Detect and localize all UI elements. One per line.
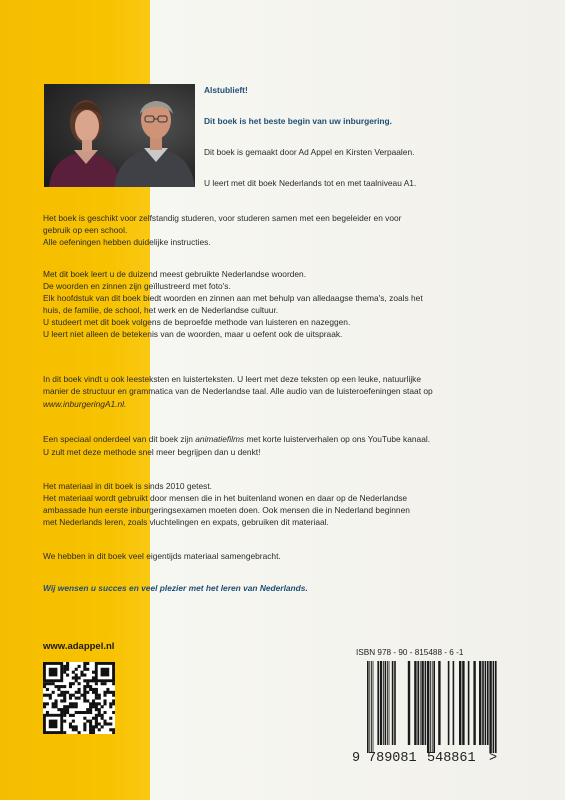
ean-right-group: 548861	[427, 751, 476, 766]
text-line: met Nederlands leren, zoals vluchtelingen en expats, gebruiken dit materiaal.	[43, 517, 329, 527]
ean-arrow: >	[489, 751, 498, 766]
publisher-website[interactable]: www.adappel.nl	[43, 641, 115, 652]
text-segment: Een speciaal onderdeel van dit boek zijn	[43, 434, 196, 444]
text-line: huis, de familie, de school, het werk en de Nederlandse cultuur.	[43, 305, 279, 315]
text-line	[43, 433, 430, 445]
barcode	[365, 661, 505, 753]
text-line: Het boek is geschikt voor zelfstandig studeren, voor studeren samen met een begeleider en voor	[43, 213, 402, 223]
text-line: U zult met deze methode snel meer begrijpen dan u denkt!	[43, 447, 261, 457]
text-line: In dit boek vindt u ook leesteksten en luisterteksten. U leert met deze teksten op een leuke, natuurlijke	[43, 374, 422, 384]
level-line: U leert met dit boek Nederlands tot en met taalniveau A1.	[204, 178, 417, 188]
closing-wish: Wij wensen u succes en veel plezier met het leren van Nederlands.	[43, 583, 308, 593]
text-line: U studeert met dit boek volgens de beproefde methode van luisteren en nazeggen.	[43, 317, 351, 327]
text-line: Elk hoofdstuk van dit boek biedt woorden en zinnen aan met behulp van alledaagse thema's, zoals het	[43, 293, 423, 303]
audio-website-link[interactable]: www.inburgeringA1.nl.	[43, 399, 127, 409]
text-line: ambassade hun eerste inburgeringsexamen moeten doen. Ook mensen die in Nederland beginnen	[43, 505, 410, 515]
text-line: manier de structuur en grammatica van de Nederlandse taal. Alle audio van de luisteroefeningen staat op	[43, 386, 433, 396]
author-photo	[44, 84, 195, 187]
text-line: De woorden en zinnen zijn geïllustreerd met foto's.	[43, 281, 231, 291]
text-line: Alle oefeningen hebben duidelijke instructies.	[43, 237, 211, 247]
paragraph-6: We hebben in dit boek veel eigentijds materiaal samengebracht.	[43, 551, 281, 561]
isbn-label: ISBN 978 - 90 - 815488 - 6 -1	[356, 648, 464, 657]
text-line: U leert niet alleen de betekenis van de woorden, maar u oefent ook de uitspraak.	[43, 329, 343, 339]
text-line: Het materiaal wordt gebruikt door mensen die in het buitenland wonen en daar op de Nederlandse	[43, 493, 408, 503]
qr-code[interactable]	[43, 662, 115, 734]
text-segment: met korte luisterverhalen op ons YouTube kanaal.	[244, 434, 431, 444]
text-line: gebruik op een school.	[43, 225, 128, 235]
text-line: Het materiaal in dit boek is sinds 2010 getest.	[43, 481, 212, 491]
ean-left-group: 789081	[368, 751, 417, 766]
animatiefilms-term: animatiefilms	[195, 434, 245, 444]
text-line: Met dit boek leert u de duizend meest gebruikte Nederlandse woorden.	[43, 269, 307, 279]
makers-line: Dit boek is gemaakt door Ad Appel en Kirsten Verpaalen.	[204, 147, 415, 157]
ean-first-digit: 9	[352, 751, 361, 766]
heading-best-begin: Dit boek is het beste begin van uw inburgering.	[204, 116, 392, 126]
heading-alstublieft: Alstublieft!	[204, 85, 248, 95]
